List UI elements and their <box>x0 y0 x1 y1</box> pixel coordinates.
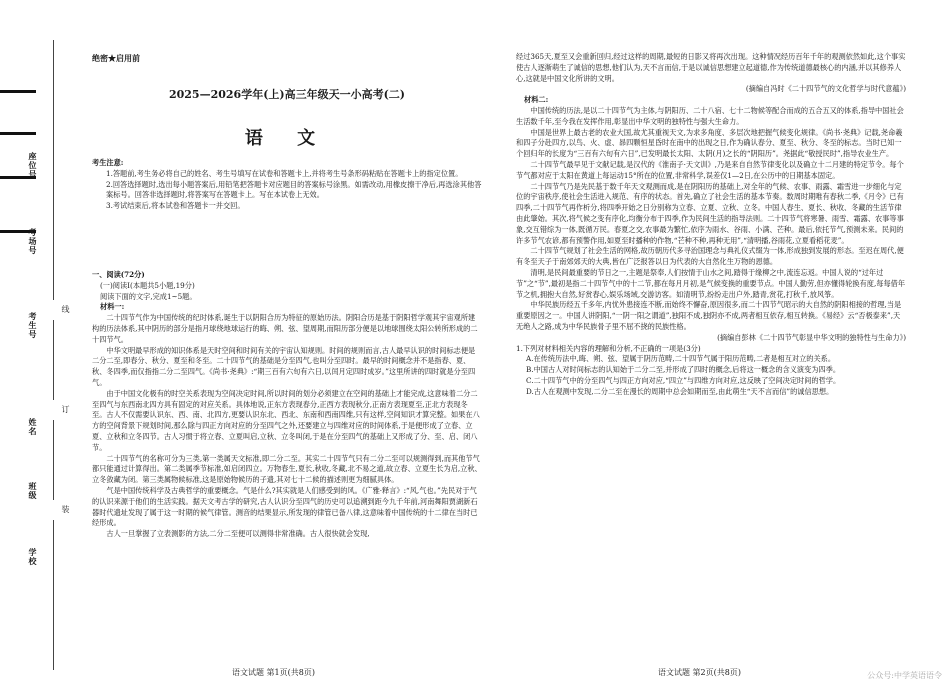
paragraph: 中华文明最早形成的知识体系是天时空间和时间有关的宇宙认知规则。时间的规则而言,古人最早认识的时间标志便是二分二至,即春分、秋分、夏至和冬至。二十四节气的基础是分至四气,也叫分至四时。最早的时间概念并不是指春、夏、秋、冬四季,而仅指指二分二至四气。《尚书·尧典》:“期三百有六旬有六日,以闰月定四时成岁。”这里所讲的四时就是分至四气。 <box>92 345 476 387</box>
cut-line <box>53 420 54 500</box>
name-label: 姓名 <box>28 418 38 436</box>
black-bar <box>0 132 36 135</box>
cut-line <box>53 320 54 400</box>
subject-title: 语 文 <box>244 128 330 149</box>
material1-label: 材料一: <box>100 302 125 312</box>
confidential-mark: 绝密★启用前 <box>92 53 140 63</box>
black-bar <box>0 90 36 93</box>
page2-body <box>516 52 906 398</box>
school-label: 学校 <box>28 548 38 566</box>
cut-line <box>53 520 54 670</box>
question-option: B.中国古人对时间标志的认知始于二分二至,并形成了四时的概念,后将这一概念的含义演变为四季。 <box>526 365 841 375</box>
seat-number-label: 座位号 <box>28 152 38 179</box>
paragraph: 经过365天,夏至又会重新回归,经过这样的周期,最短的日影又将再次出现。这种情况经历百年千年的观测依然如此,这个事实使古人逐渐萌生了诚信的思想,他们认为,天不言而信,于是以诚信思想建立起道德,作为传统道德最核心的内涵,并以其修养人心,这就是中国文化所讲的文明。 <box>516 52 906 83</box>
question-stem: 1.下列对材料相关内容的理解和分析,不正确的一项是(3分) <box>516 343 701 353</box>
paragraph: 中华民族历经五千多年,内忧外患接连不断,而始终不懈奋,原因很多,而二十四节气昭示的大自然的阴阳相接的哲理,当是重要原因之一。中国人讲阴阳,“一阴一阳之谓道”,独阳不成,独阴亦不成,两者相互依存,相互转换。《易经》云“否极泰来”,天无绝人之路,成为中华民族骨子里不屈不挠的民族性格。 <box>516 300 902 331</box>
exam-title: 2025—2026学年(上)高三年级天一小高考(二) <box>168 88 406 101</box>
cut-mark-staple: 装 <box>61 505 70 513</box>
page2-footer: 语文试题 第2页(共8页) <box>658 668 741 677</box>
paragraph: 清明,是民间最重要的节日之一,主题是祭奉,人们按情于山水之间,踏得于缘柳之中,流连忘返。中国人说的“过年过节”之“节”,最初是指二十四节气中的十二节,都在每月月初,是气候变换的重要节点。中国人勤劳,但亦懂得轮换有度,每每借年节之机,拥抱大自然,好赏春心,娱乐场域,交游访客。如清明节,纷纷走出户外,踏青,赏花,打秋千,放风筝。 <box>516 267 906 299</box>
paragraph: 二十四节气规划了社会生活的网格,故历朝历代多寻治国理念与典礼仪式缀为一体,形成独到发展的形态。至迟在周代,便有冬至天子于南郊郊天的大典,皆在广泛报答以日为代表的大自然化生万物的恩德。 <box>516 246 904 267</box>
question-option: C.二十四节气中的分至四气与四正方向对应,“四立”与四维方向对应,这反映了空间决定时间的哲学。 <box>526 375 841 385</box>
paragraph: 二十四节气的名称可分为三类,第一类属天文标准,即二分二至。其实二十四节气只有二分二至可以规测得到,而其他节气都只能通过计算得出。第二类属季节标准,如启闭四立。万物春生,夏长,秋收,冬藏,北不易之道,故立春、立夏生长为启,立秋、立冬敛藏为闭。第三类属物候标准,这是原始物候历的子遗,其对七十二候的描述则更为细腻具体。 <box>92 453 482 485</box>
exam-room-label: 考场号 <box>28 228 38 255</box>
source-citation: (摘编自冯时《二十四节气的文化哲学与时代意蕴》) <box>745 84 906 94</box>
paragraph: 由于中国文化极有的时空关系表现为空间决定时间,所以时间的划分必须建立在空间的基础上才能完成,这意味着二分二至四气与东西南北四方具有固定的对应关系。具体地说,正东方表现春分,正西方表现秋分,正南方表现夏至,正北方表现冬至。古人不仅需要认识东、西、南、北四方,更要认识东北、西北、东南和西南四维,只有这样,空间知识才算完整。如果在八方的空间背景下规划时间,那么除与四正方向对应的分至四气之外,还要建立与四维对应的时间体系,于是便形成了立春、立夏、立秋和立冬四节。古人习惯于将立春、立夏叫启,立秋、立冬叫闭,于是在分至四气的基础上又形成了分、至、启、闭八节。 <box>92 388 480 452</box>
page1-footer: 语文试题 第1页(共8页) <box>232 668 315 677</box>
paragraph: 气是中国传统科学及古典哲学的重要概念。气是什么?其实就是人们感受到的风。《广雅·释言》:“风,气也。”先民对于气的认识来源于他们的生活实践。据天文考古学的研究,古人认识分至四气的历史可以追溯到距今九千年前,河南舞阳贾湖新石器时代遗址发现了属于这一时期的候气律管。测音的结果显示,所发现的律管已备八律,这意味着中国传统的十二律在当时已经形成。 <box>92 485 478 528</box>
class-label: 班级 <box>28 482 38 500</box>
notice-heading: 考生注意: <box>92 158 124 167</box>
page1-body <box>92 270 482 540</box>
paragraph: 中国传统的历法,是以二十四节气为主体,与阴阳历、二十八宿、七十二物候等配合而成的五合五又的体系,指导中国社会生活数千年,至今我在发挥作用,彰显出中华文明的独特性与强大生命力。 <box>516 105 904 126</box>
student-number-label: 考生号 <box>28 312 38 339</box>
notice-item: 3.考试结束后,将本试卷和答题卡一并交回。 <box>106 201 245 211</box>
paragraph: 二十四节气乃是先民基于数千年天文观测而成,是在阴阳历的基础上,对全年的气候、农事、雨露、霜雪进一步细化与定位的宇宙秩序,使社会生活进入规范、有序的状态。首先,确立了社会生活的基本节奏。数周时期唯有春秋二季,《月令》已有四季,二十四节气再作析分,将四季开始之日分别称为立春、立夏、立秋、立冬。中国人春生、夏长、秋收、冬藏的生活节律由此肇始。其次,将气候之变有序化,均衡分布于四季,作为民间生活的指导法则。二十四节气将寒暑、雨雪、霜露、农事等事象,交互错综为一体,既循万民。春夏之交,农事最为繁忙,依序为雨水、谷雨、小满、芒种。最后,依托节气,预测未来。民间的许多节气农谚,都有预警作用,如夏至时播种的作物,“芒种不种,再种无用”,“清明播,谷雨花,立夏看稻花麦”。 <box>516 181 904 245</box>
cut-mark-bind: 订 <box>61 405 70 413</box>
paragraph: 中国是世界上最古老的农业大国,故尤其重视天文,为求多角度、多层次地把握气候变化规律。《尚书·尧典》记载,尧命羲和四子分赴四方,以鸟、火、虚、昴四颗恒星昏时在南中的出现之日,作为确认春分、夏至、秋分、冬至的标志。当时已知一个回归年的长度为“三百有六旬有六日”,已发明最长太阳、太阴(月)之长的“阴阳历”。尧据此“敬授民时”,指导农业生产。 <box>516 127 903 159</box>
source-citation: (摘编自彭林《二十四节气彰显中华文明的独特性与生命力》) <box>717 332 906 342</box>
notice-item: 1.答题前,考生务必将自己的姓名、考生号填写在试卷和答题卡上,并将考生号条形码粘贴在答题卡上的指定位置。 <box>106 168 463 178</box>
binding-margin <box>0 0 86 688</box>
question-option: A.在传统历法中,晦、朔、弦、望属于阴历范畴,二十四节气属于阳历范畴,二者是相互对立的关系。 <box>526 354 836 364</box>
cut-line <box>53 40 54 300</box>
paragraph: 二十四节气最早见于文献记载,是汉代的《淮南子·天文训》,乃是来自自然节律变化以及确立十二月建的特定节令。每个节气都对应于太阳在黄道上每运动15°所在的位置,非常科学,误差仅1—2日,在公历中的日期基本固定。 <box>516 159 904 180</box>
question-option: D.古人在观测中发现,二分二至在漫长的周期中总会如期而至,由此萌生“天不言而信”的诚信思想。 <box>526 386 834 396</box>
section-instruction: 阅读下面的文字,完成1~5题。 <box>100 291 197 301</box>
notice-item: 2.回答选择题时,选出每小题答案后,用铅笔把答题卡对应题目的答案标号涂黑。如需改动,用橡皮擦干净后,再选涂其他答案标号。回答非选择题时,将答案写在答题卡上。写在本试卷上无效。 <box>106 179 482 200</box>
cut-mark-line: 线 <box>61 305 70 313</box>
section-heading: 一、阅读(72分) <box>92 270 145 279</box>
section-sub: (一)阅读Ⅰ(本题共5小题,19分) <box>100 280 195 290</box>
material2-label: 材料二: <box>524 95 549 105</box>
watermark: 公众号:中学英语语令 <box>867 671 942 680</box>
paragraph: 古人一旦掌握了立表测影的方法,二分二至便可以测得非常准确。古人很快就会发现, <box>106 529 370 539</box>
paragraph: 二十四节气作为中国传统的纪时体系,诞生于以阴阳合历为特征的原始历法。阴阳合历是基于阴阳哲学观其宇宙观所建构的历法体系,其中阴历的部分是指月球绕地球运行的晦、朔、弦、望周期,而阳历部分便是以地球围绕太阳公转所形成的二十四节气。 <box>92 313 478 344</box>
notice-block <box>92 158 482 212</box>
